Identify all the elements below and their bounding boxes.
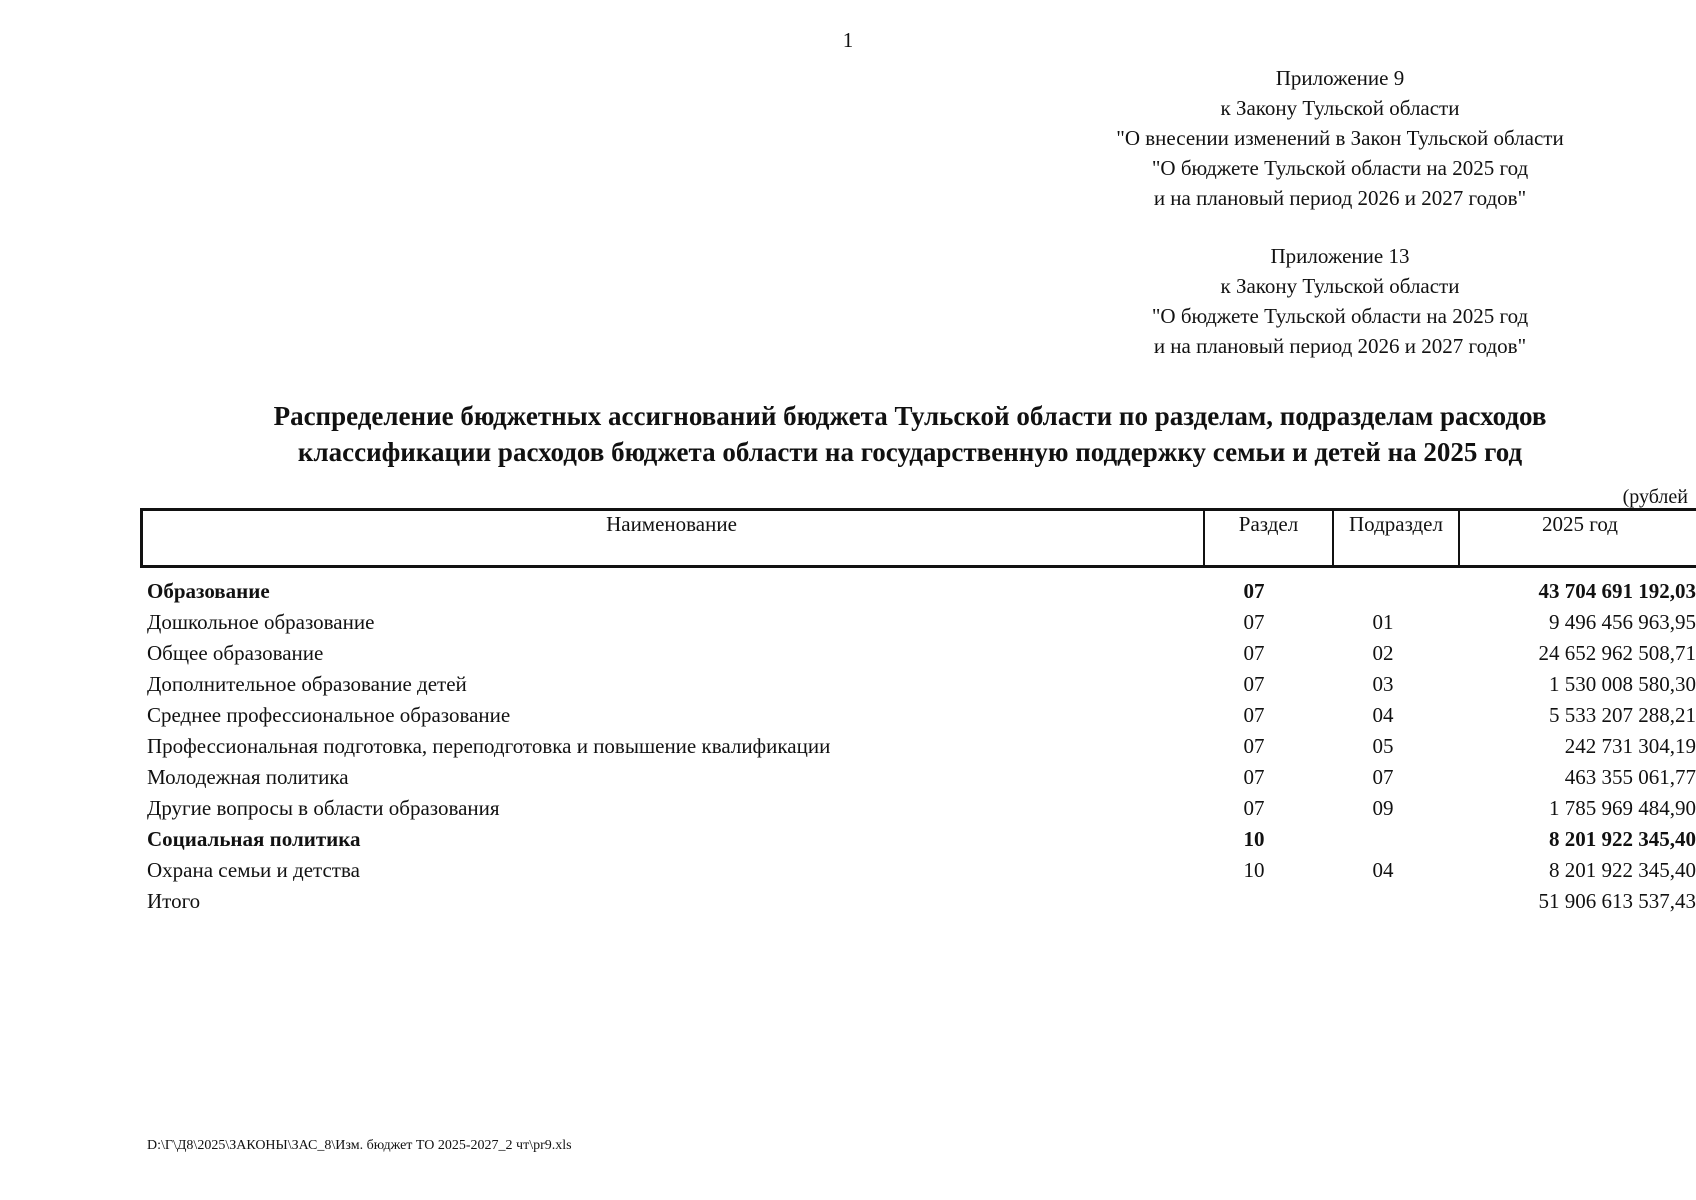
- row-value: 51 906 613 537,43: [1538, 889, 1696, 913]
- table-row: [0, 856, 1696, 887]
- table-row: [0, 763, 1696, 794]
- appendix-line: "О внесении изменений в Закон Тульской области: [1116, 126, 1564, 150]
- table-row: [0, 608, 1696, 639]
- page-number: 1: [842, 28, 854, 52]
- row-value: 1 785 969 484,90: [1549, 796, 1696, 820]
- row-name: Дошкольное образование: [147, 610, 375, 634]
- row-name: Среднее профессиональное образование: [147, 703, 511, 727]
- row-name: Образование: [147, 579, 270, 603]
- row-name: Другие вопросы в области образования: [147, 796, 500, 820]
- row-razdel: 07: [1243, 796, 1265, 820]
- row-podrazdel: 01: [1372, 610, 1394, 634]
- row-razdel: 07: [1243, 579, 1265, 603]
- row-razdel: 07: [1243, 703, 1265, 727]
- appendix-13-header: [1060, 241, 1620, 361]
- row-value: 24 652 962 508,71: [1538, 641, 1696, 665]
- appendix-line: Приложение 9: [1275, 66, 1405, 90]
- appendix-line: к Закону Тульской области: [1220, 96, 1460, 120]
- row-razdel: 07: [1243, 734, 1265, 758]
- table-row: [0, 794, 1696, 825]
- row-podrazdel: 04: [1372, 858, 1394, 882]
- row-value: 8 201 922 345,40: [1549, 827, 1696, 851]
- row-podrazdel: 05: [1372, 734, 1394, 758]
- table-row: [0, 701, 1696, 732]
- row-razdel: 07: [1243, 765, 1265, 789]
- row-razdel: 07: [1243, 672, 1265, 696]
- row-name: Профессиональная подготовка, переподготовка и повышение квалификации: [147, 734, 831, 758]
- table-row: [0, 639, 1696, 670]
- appendix-line: и на плановый период 2026 и 2027 годов": [1153, 334, 1527, 358]
- row-name: Охрана семьи и детства: [147, 858, 360, 882]
- row-name: Социальная политика: [147, 827, 361, 851]
- table-row: [0, 670, 1696, 701]
- appendix-line: и на плановый период 2026 и 2027 годов": [1153, 186, 1527, 210]
- row-name: Дополнительное образование детей: [147, 672, 467, 696]
- title-line-2: классификации расходов бюджета области на государственную поддержку семьи и детей на 2025 год: [297, 437, 1523, 467]
- appendix-line: "О бюджете Тульской области на 2025 год: [1151, 304, 1529, 328]
- units-label: (рублей: [1622, 486, 1688, 508]
- table-row: [0, 577, 1696, 608]
- document-title: [220, 398, 1600, 470]
- row-razdel: 07: [1243, 641, 1265, 665]
- appendix-line: к Закону Тульской области: [1220, 274, 1460, 298]
- row-razdel: 07: [1243, 610, 1265, 634]
- appendix-line: Приложение 13: [1270, 244, 1410, 268]
- row-value: 463 355 061,77: [1564, 765, 1696, 789]
- header-podrazdel: Подраздел: [1349, 512, 1443, 536]
- row-podrazdel: 03: [1372, 672, 1394, 696]
- row-name: Молодежная политика: [147, 765, 349, 789]
- row-name: Общее образование: [147, 641, 324, 665]
- row-value: 43 704 691 192,03: [1538, 579, 1696, 603]
- row-podrazdel: 09: [1372, 796, 1394, 820]
- row-value: 1 530 008 580,30: [1549, 672, 1696, 696]
- appendix-line: "О бюджете Тульской области на 2025 год: [1151, 156, 1529, 180]
- row-podrazdel: 04: [1372, 703, 1394, 727]
- table-row: [0, 887, 1696, 918]
- row-razdel: 10: [1243, 858, 1265, 882]
- row-value: 242 731 304,19: [1564, 734, 1696, 758]
- table-row: [0, 732, 1696, 763]
- row-value: 8 201 922 345,40: [1549, 858, 1696, 882]
- file-path-footer: D:\Г\Д8\2025\ЗАКОНЫ\ЗАС_8\Изм. бюджет ТО 2025-2027_2 чт\pr9.xls: [147, 1138, 572, 1153]
- row-value: 9 496 456 963,95: [1549, 610, 1696, 634]
- appendix-9-header: [1060, 63, 1620, 213]
- row-podrazdel: 02: [1372, 641, 1394, 665]
- row-podrazdel: 07: [1372, 765, 1394, 789]
- table-row: [0, 825, 1696, 856]
- header-razdel: Раздел: [1238, 512, 1299, 536]
- row-razdel: 10: [1243, 827, 1265, 851]
- row-name: Итого: [147, 889, 201, 913]
- title-line-1: Распределение бюджетных ассигнований бюджета Тульской области по разделам, подразделам расходов: [273, 401, 1547, 431]
- header-year: 2025 год: [1542, 512, 1618, 536]
- row-value: 5 533 207 288,21: [1549, 703, 1696, 727]
- header-name: Наименование: [606, 512, 737, 536]
